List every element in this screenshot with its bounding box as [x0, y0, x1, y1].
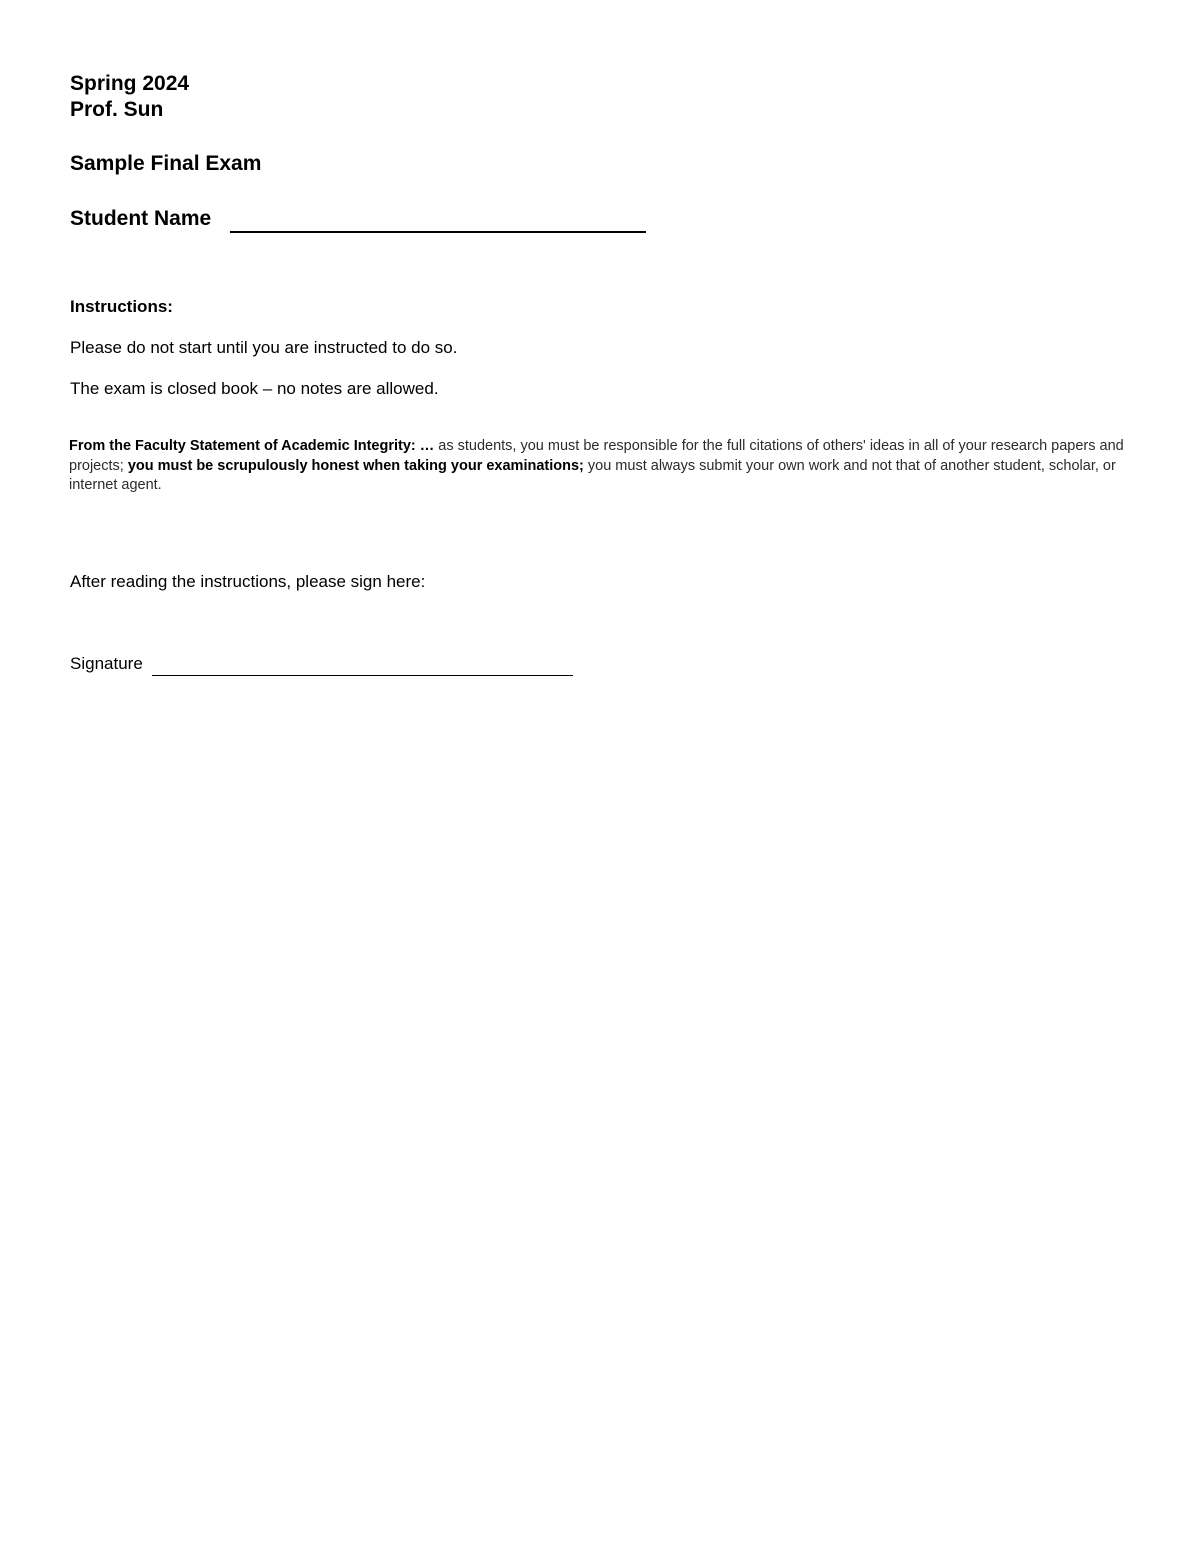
signature-label: Signature [70, 654, 143, 673]
student-name-field[interactable] [230, 209, 646, 233]
integrity-lead: From the Faculty Statement of Academic Integrity: … [69, 438, 435, 454]
student-name-label: Student Name [70, 207, 212, 230]
academic-integrity-statement [69, 437, 1129, 496]
professor-label: Prof. Sun [70, 98, 164, 121]
signature-field[interactable] [152, 656, 573, 676]
integrity-text: as students, you must be responsible for the full citations of others' ideas in all of your research papers and projects; [69, 438, 1124, 474]
exam-title: Sample Final Exam [70, 152, 262, 175]
signature-prompt: After reading the instructions, please sign here: [70, 572, 426, 591]
instruction-line: The exam is closed book – no notes are allowed. [70, 379, 439, 398]
integrity-text: you must always submit your own work and not that of another student, scholar, or internet agent. [69, 457, 1116, 493]
integrity-emphasis: you must be scrupulously honest when taking your examinations; [127, 457, 584, 474]
term-label: Spring 2024 [70, 72, 190, 95]
instruction-line: Please do not start until you are instructed to do so. [70, 338, 458, 357]
instructions-heading: Instructions: [70, 297, 173, 316]
